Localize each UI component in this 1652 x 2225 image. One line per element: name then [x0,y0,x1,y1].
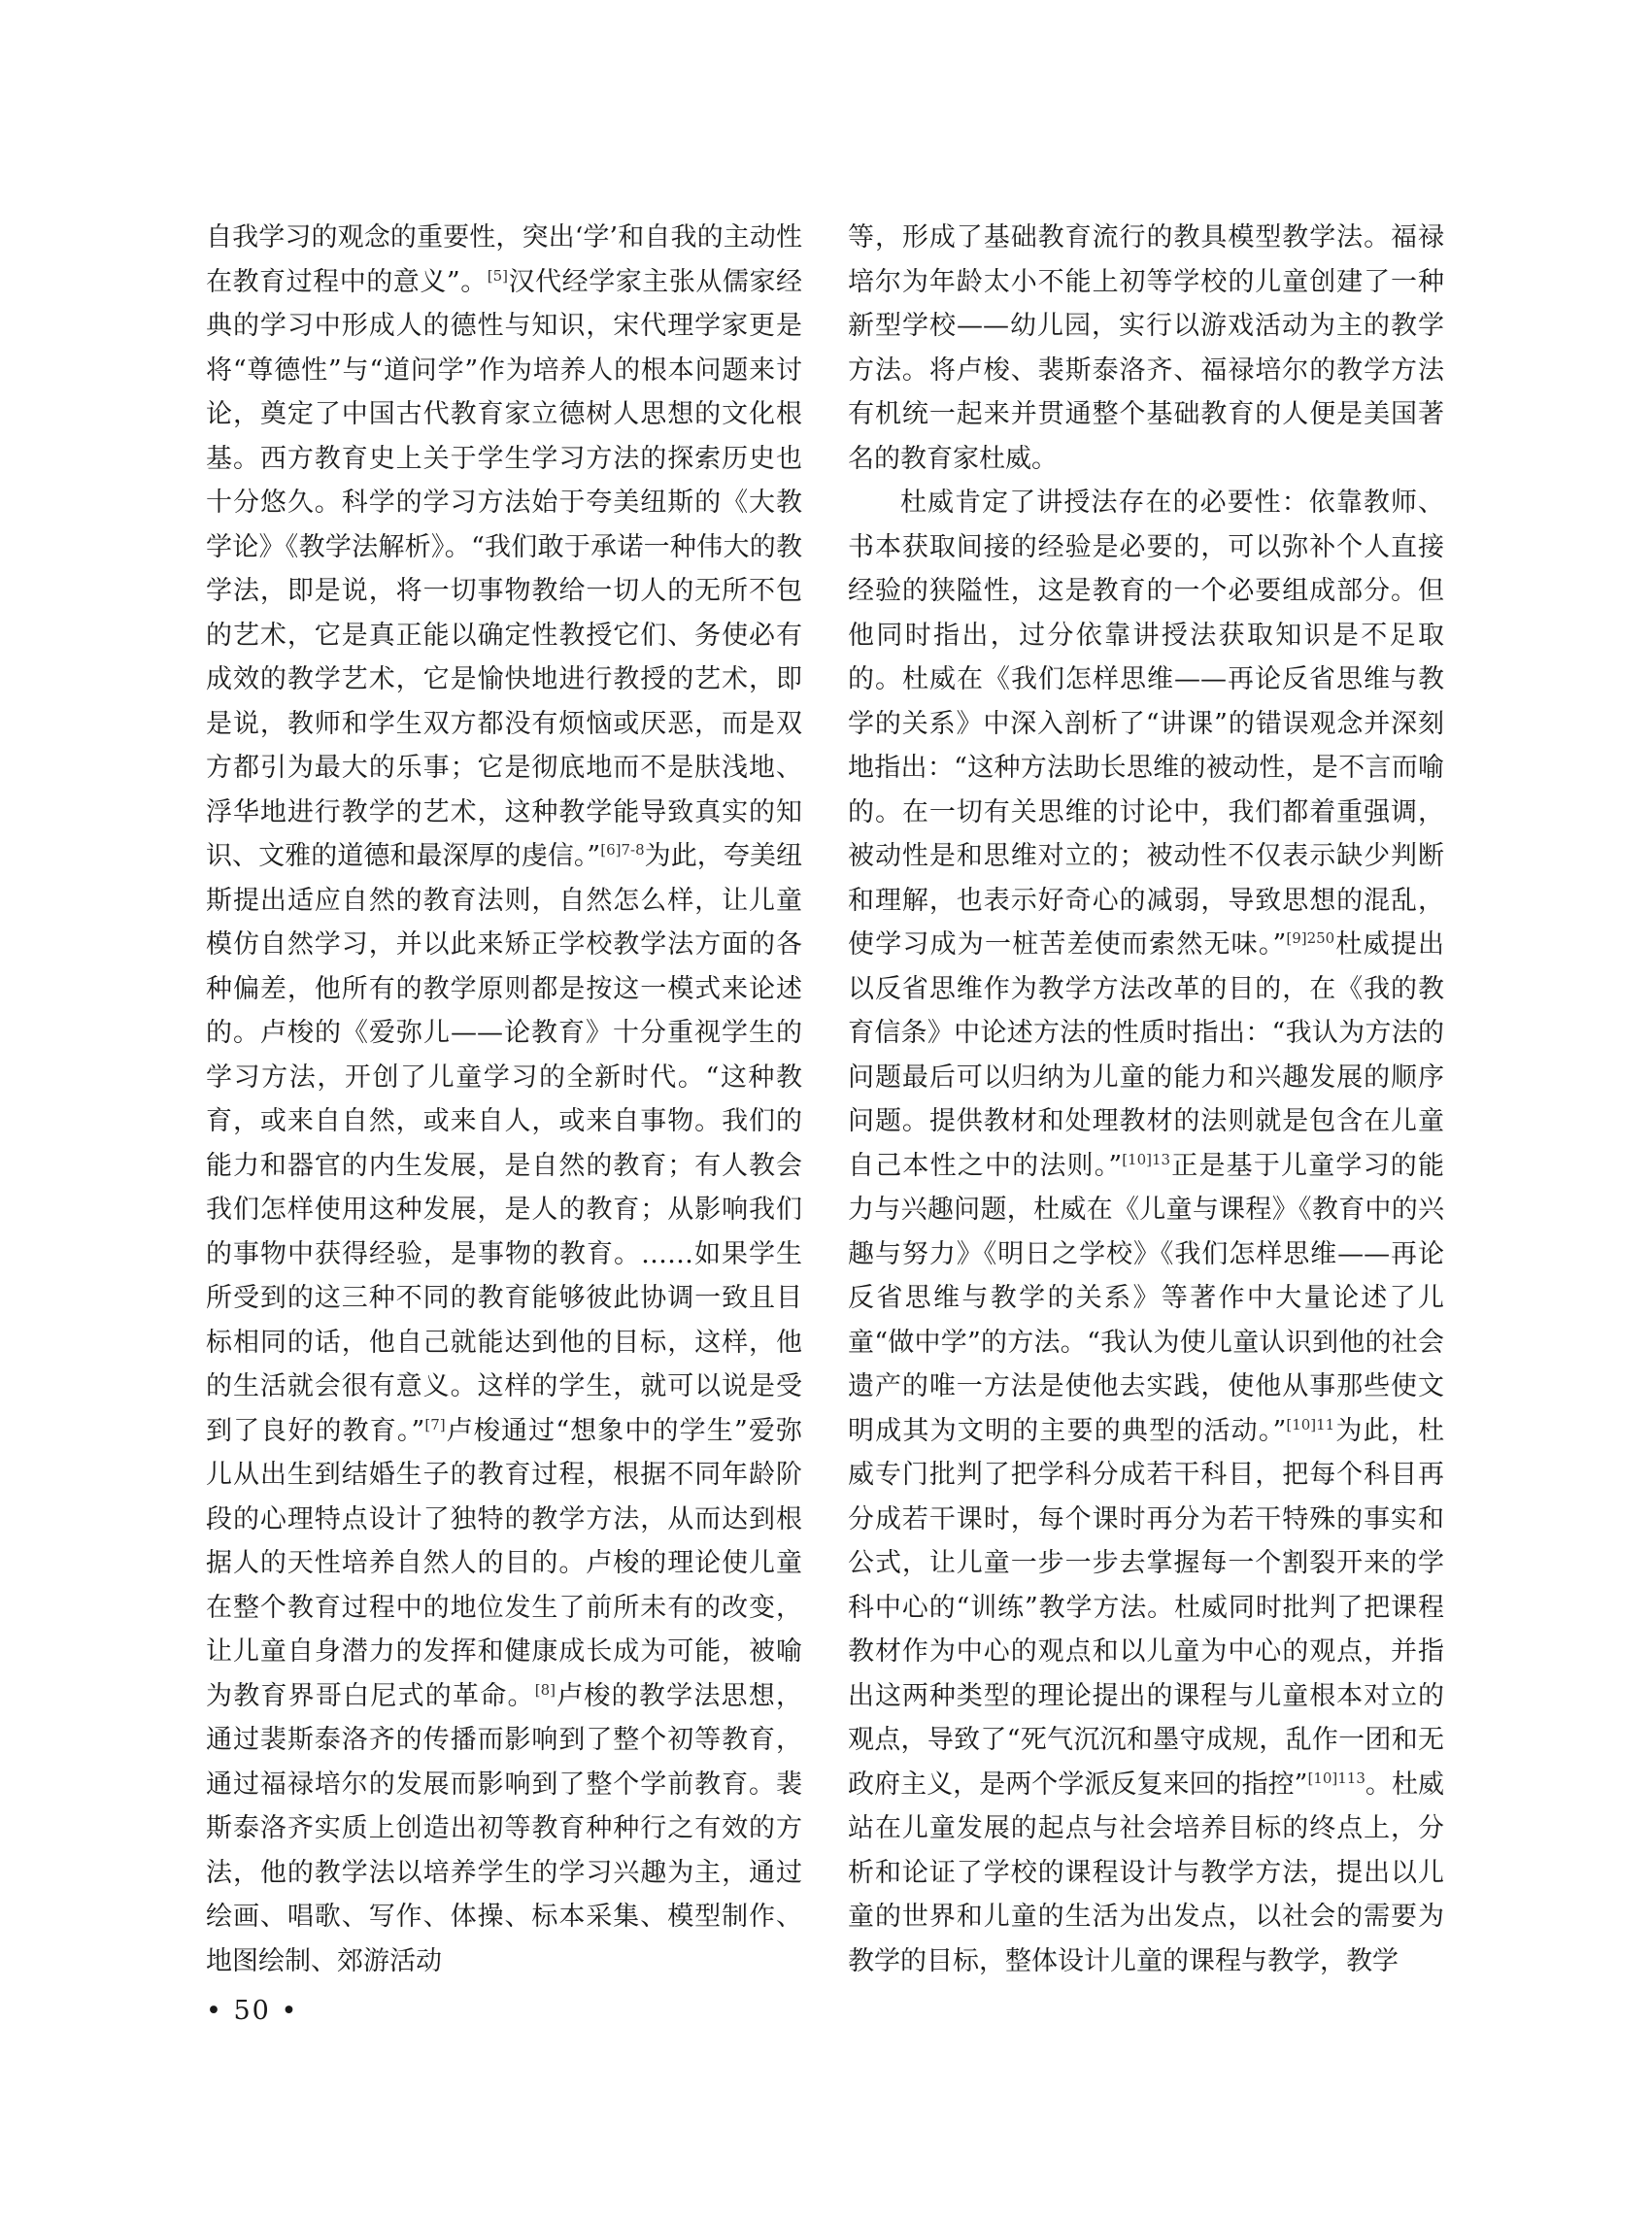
text-run: 卢梭通过“想象中的学生”爱弥儿从出生到结婚生子的教育过程，根据不同年龄阶段的心理特点设计了独特的教学方法，从而达到根据人的天性培养自然人的目的。卢梭的理论使儿童在整个教育过程中的地位发生了前所未有的改变，让儿童自身潜力的发挥和健康成长成为可能，被喻为教育界哥白尼式的革命。 [206,1415,802,1711]
citation-ref: [5] [487,266,509,285]
text-run: 为此，杜威专门批判了把学科分成若干科目，把每个科目再分成若干课时，每个课时再分为若干特殊的事实和公式，让儿童一步一步去掌握每一个割裂开来的学科中心的“训练”教学方法。杜威同时批判了把课程教材作为中心的观点和以儿童为中心的观点，并指出这两种类型的理论提出的课程与儿童根本对立的观点，导致了“死气沉沉和墨守成规，乱作一团和无政府主义，是两个学派反复来回的指控” [848,1415,1444,1800]
page-number: • 50 • [206,1996,299,2026]
citation-ref: [6]7-8 [600,841,645,859]
text-run: 汉代经学家主张从儒家经典的学习中形成人的德性与知识，宋代理学家更是将“尊德性”与“道问学”作为培养人的根本问题来讨论，奠定了中国古代教育家立德树人思想的文化根基。西方教育史上关于学生学习方法的探索历史也十分悠久。科学的学习方法始于夸美纽斯的《大教学论》《教学法解析》。“我们敢于承诺一种伟大的教学法，即是说，将一切事物教给一切人的无所不包的艺术，它是真正能以确定性教授它们、务使必有成效的教学艺术，它是愉快地进行教授的艺术，即是说，教师和学生双方都没有烦恼或厌恶，而是双方都引为最大的乐事；它是彻底地而不是肤浅地、浮华地进行教学的艺术，这种教学能导致真实的知识、文雅的道德和最深厚的虔信。” [206,266,802,871]
text-run: 。杜威站在儿童发展的起点与社会培养目标的终点上，分析和论证了学校的课程设计与教学方法，提出以儿童的世界和儿童的生活为出发点，以社会的需要为教学的目标，整体设计儿童的课程与教学，教学 [848,1769,1444,1976]
text-run: 自我学习的观念的重要性，突出‘学’和自我的主动性在教育过程中的意义”。 [206,222,802,297]
text-run: 为此，夸美纽斯提出适应自然的教育法则，自然怎么样，让儿童模仿自然学习，并以此来矫正学校教学法方面的各种偏差，他所有的教学原则都是按这一模式来论述的。卢梭的《爱弥儿——论教育》十分重视学生的学习方法，开创了儿童学习的全新时代。“这种教育，或来自自然，或来自人，或来自事物。我们的能力和器官的内生发展，是自然的教育；有人教会我们怎样使用这种发展，是人的教育；从影响我们的事物中获得经验，是事物的教育。……如果学生所受到的这三种不同的教育能够彼此协调一致且目标相同的话，他自己就能达到他的目标，这样，他的生活就会很有意义。这样的学生，就可以说是受到了良好的教育。” [206,841,802,1446]
text-run: 杜威肯定了讲授法存在的必要性：依靠教师、书本获取间接的经验是必要的，可以弥补个人直接经验的狭隘性，这是教育的一个必要组成部分。但他同时指出，过分依靠讲授法获取知识是不足取的。杜威在《我们怎样思维——再论反省思维与教学的关系》中深入剖析了“讲课”的错误观念并深刻地指出：“这种方法助长思维的被动性，是不言而喻的。在一切有关思维的讨论中，我们都着重强调，被动性是和思维对立的；被动性不仅表示缺少判断和理解，也表示好奇心的减弱，导致思想的混乱，使学习成为一桩苦差使而索然无味。” [848,488,1444,960]
citation-ref: [10]11 [1286,1415,1335,1433]
paragraph [848,481,1444,1983]
paragraph [206,216,802,1983]
citation-ref: [9]250 [1286,929,1335,947]
citation-ref: [10]113 [1307,1769,1365,1787]
text-run: 杜威提出以反省思维作为教学方法改革的目的，在《我的教育信条》中论述方法的性质时指出：“我认为方法的问题最后可以归纳为儿童的能力和兴趣发展的顺序问题。提供教材和处理教材的法则就是包含在儿童自己本性之中的法则。” [848,929,1444,1181]
text-run: 卢梭的教学法思想，通过裴斯泰洛齐的传播而影响到了整个初等教育，通过福禄培尔的发展而影响到了整个学前教育。裴斯泰洛齐实质上创造出初等教育种种行之有效的方法，他的教学法以培养学生的学习兴趣为主，通过绘画、唱歌、写作、体操、标本采集、模型制作、地图绘制、郊游活动 [206,1680,803,1976]
paragraph: 等，形成了基础教育流行的教具模型教学法。福禄培尔为年龄太小不能上初等学校的儿童创建了一种新型学校——幼儿园，实行以游戏活动为主的教学方法。将卢梭、裴斯泰洛齐、福禄培尔的教学方法有机统一起来并贯通整个基础教育的人便是美国著名的教育家杜威。 [848,222,1444,474]
citation-ref: [8] [534,1680,556,1699]
text-column-left [206,216,802,1983]
citation-ref: [10]13 [1122,1150,1171,1168]
citation-ref: [7] [424,1415,446,1433]
text-column-right [848,216,1444,1983]
text-run: 正是基于儿童学习的能力与兴趣问题，杜威在《儿童与课程》《教育中的兴趣与努力》《明日之学校》《我们怎样思维——再论反省思维与教学的关系》等著作中大量论述了儿童“做中学”的方法。“我认为使儿童认识到他的社会遗产的唯一方法是使他去实践，使他从事那些使文明成其为文明的主要的典型的活动。” [848,1150,1444,1446]
